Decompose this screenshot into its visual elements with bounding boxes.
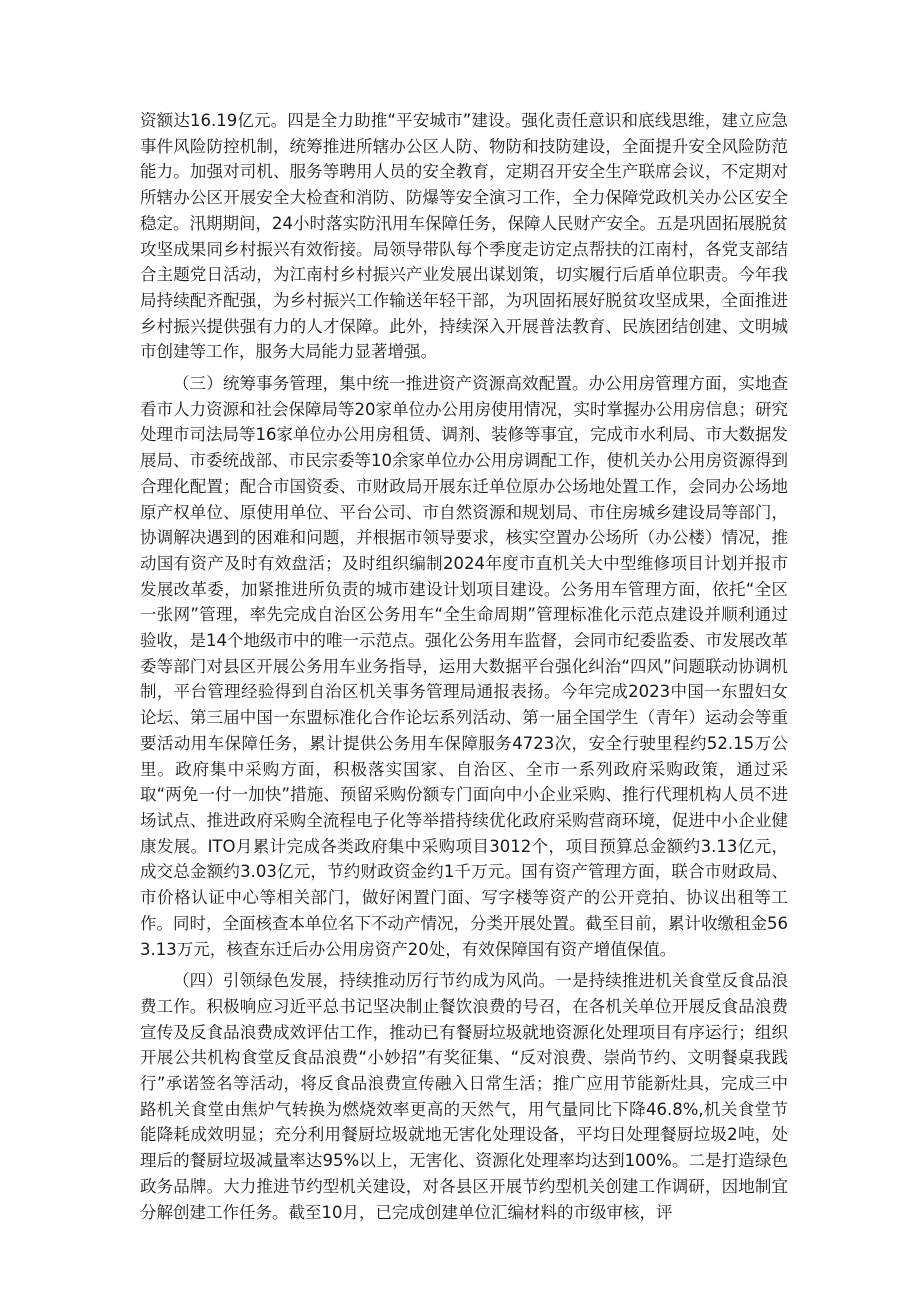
paragraph-section-three: （三）统筹事务管理，集中统一推进资产资源高效配置。办公用房管理方面，实地查看市人力资源和社会保障局等20家单位办公用房使用情况，实时掌握办公用房信息；研究处理市司法局等16家单位办公用房租赁、调剂、装修等事宜，完成市水利局、市大数据发展局、市委统战部、市民宗委等10余家单位办公用房调配工作，使机关办公用房资源得到合理化配置；配合市国资委、市财政局开展东迁单位原办公场地处置工作，会同办公场地原产权单位、原使用单位、平台公司、市自然资源和规划局、市住房城乡建设局等部门，协调解决遇到的困难和问题，并根据市领导要求，核实空置办公场所（办公楼）情况，推动国有资产及时有效盘活；及时组织编制2024年度市直机关大中型维修项目计划并报市发展改革委，加紧推进所负责的城市建设计划项目建设。公务用车管理方面，依托“全区一张网”管理，率先完成自治区公务用车“全生命周期”管理标准化示范点建设并顺利通过验收，是14个地级市中的唯一示范点。强化公务用车监督，会同市纪委监委、市发展改革委等部门对县区开展公务用车业务指导，运用大数据平台强化纠治“四风”问题联动协调机制，平台管理经验得到自治区机关事务管理局通报表扬。今年完成2023中国一东盟妇女论坛、第三届中国一东盟标准化合作论坛系列活动、第一届全国学生（青年）运动会等重要活动用车保障任务，累计提供公务用车保障服务4723次，安全行驶里程约52.15万公里。政府集中采购方面，积极落实国家、自治区、全市一系列政府采购政策，通过采取“两免一付一加快”措施、预留采购份额专门面向中小企业采购、推行代理机构人员不进场试点、推进政府采购全流程电子化等举措持续优化政府采购营商环境，促进中小企业健康发展。ITO月累计完成各类政府集中采购项目3012个，项目预算总金额约3.13亿元，成交总金额约3.03亿元，节约财政资金约1千万元。国有资产管理方面，联合市财政局、市价格认证中心等相关部门，做好闲置门面、写字楼等资产的公开竞拍、协议出租等工作。同时，全面核查本单位名下不动产情况，分类开展处置。截至目前，累计收缴租金563.13万元，核查东迁后办公用房资产20处，有效保障国有资产增值保值。 <box>140 374 788 959</box>
paragraph-continuation: 资额达16.19亿元。四是全力助推“平安城市”建设。强化责任意识和底线思维，建立应急事件风险防控机制，统筹推进所辖办公区人防、物防和技防建设，全面提升安全风险防范能力。加强对司机、服务等聘用人员的安全教育，定期召开安全生产联席会议，不定期对所辖办公区开展安全大检查和消防、防爆等安全演习工作，全力保障党政机关办公区安全稳定。汛期期间，24小时落实防汛用车保障任务，保障人民财产安全。五是巩固拓展脱贫攻坚成果同乡村振兴有效衔接。局领导带队每个季度走访定点帮扶的江南村，各党支部结合主题党日活动，为江南村乡村振兴产业发展出谋划策，切实履行后盾单位职责。今年我局持续配齐配强，为乡村振兴工作输送年轻干部，为巩固拓展好脱贫攻坚成果，全面推进乡村振兴提供强有力的人才保障。此外，持续深入开展普法教育、民族团结创建、文明城市创建等工作，服务大局能力显著增强。 <box>140 111 788 362</box>
document-page <box>140 108 788 1225</box>
paragraph-section-four: （四）引领绿色发展，持续推动厉行节约成为风尚。一是持续推进机关食堂反食品浪费工作。积极响应习近平总书记坚决制止餐饮浪费的号召，在各机关单位开展反食品浪费宣传及反食品浪费成效评估工作，推动已有餐厨垃圾就地资源化处理项目有序运行；组织开展公共机构食堂反食品浪费“小妙招”有奖征集、“反对浪费、崇尚节约、文明餐桌我践行”承诺签名等活动，将反食品浪费宣传融入日常生活；推广应用节能新灶具，完成三中路机关食堂由焦炉气转换为燃烧效率更高的天然气，用气量同比下降46.8%,机关食堂节能降耗成效明显；充分利用餐厨垃圾就地无害化处理设备，平均日处理餐厨垃圾2吨，处理后的餐厨垃圾减量率达95%以上，无害化、资源化处理率均达到100%。二是打造绿色政务品牌。大力推进节约型机关建设，对各县区开展节约型机关创建工作调研，因地制宜分解创建工作任务。截至10月，已完成创建单位汇编材料的市级审核，评 <box>140 971 788 1222</box>
